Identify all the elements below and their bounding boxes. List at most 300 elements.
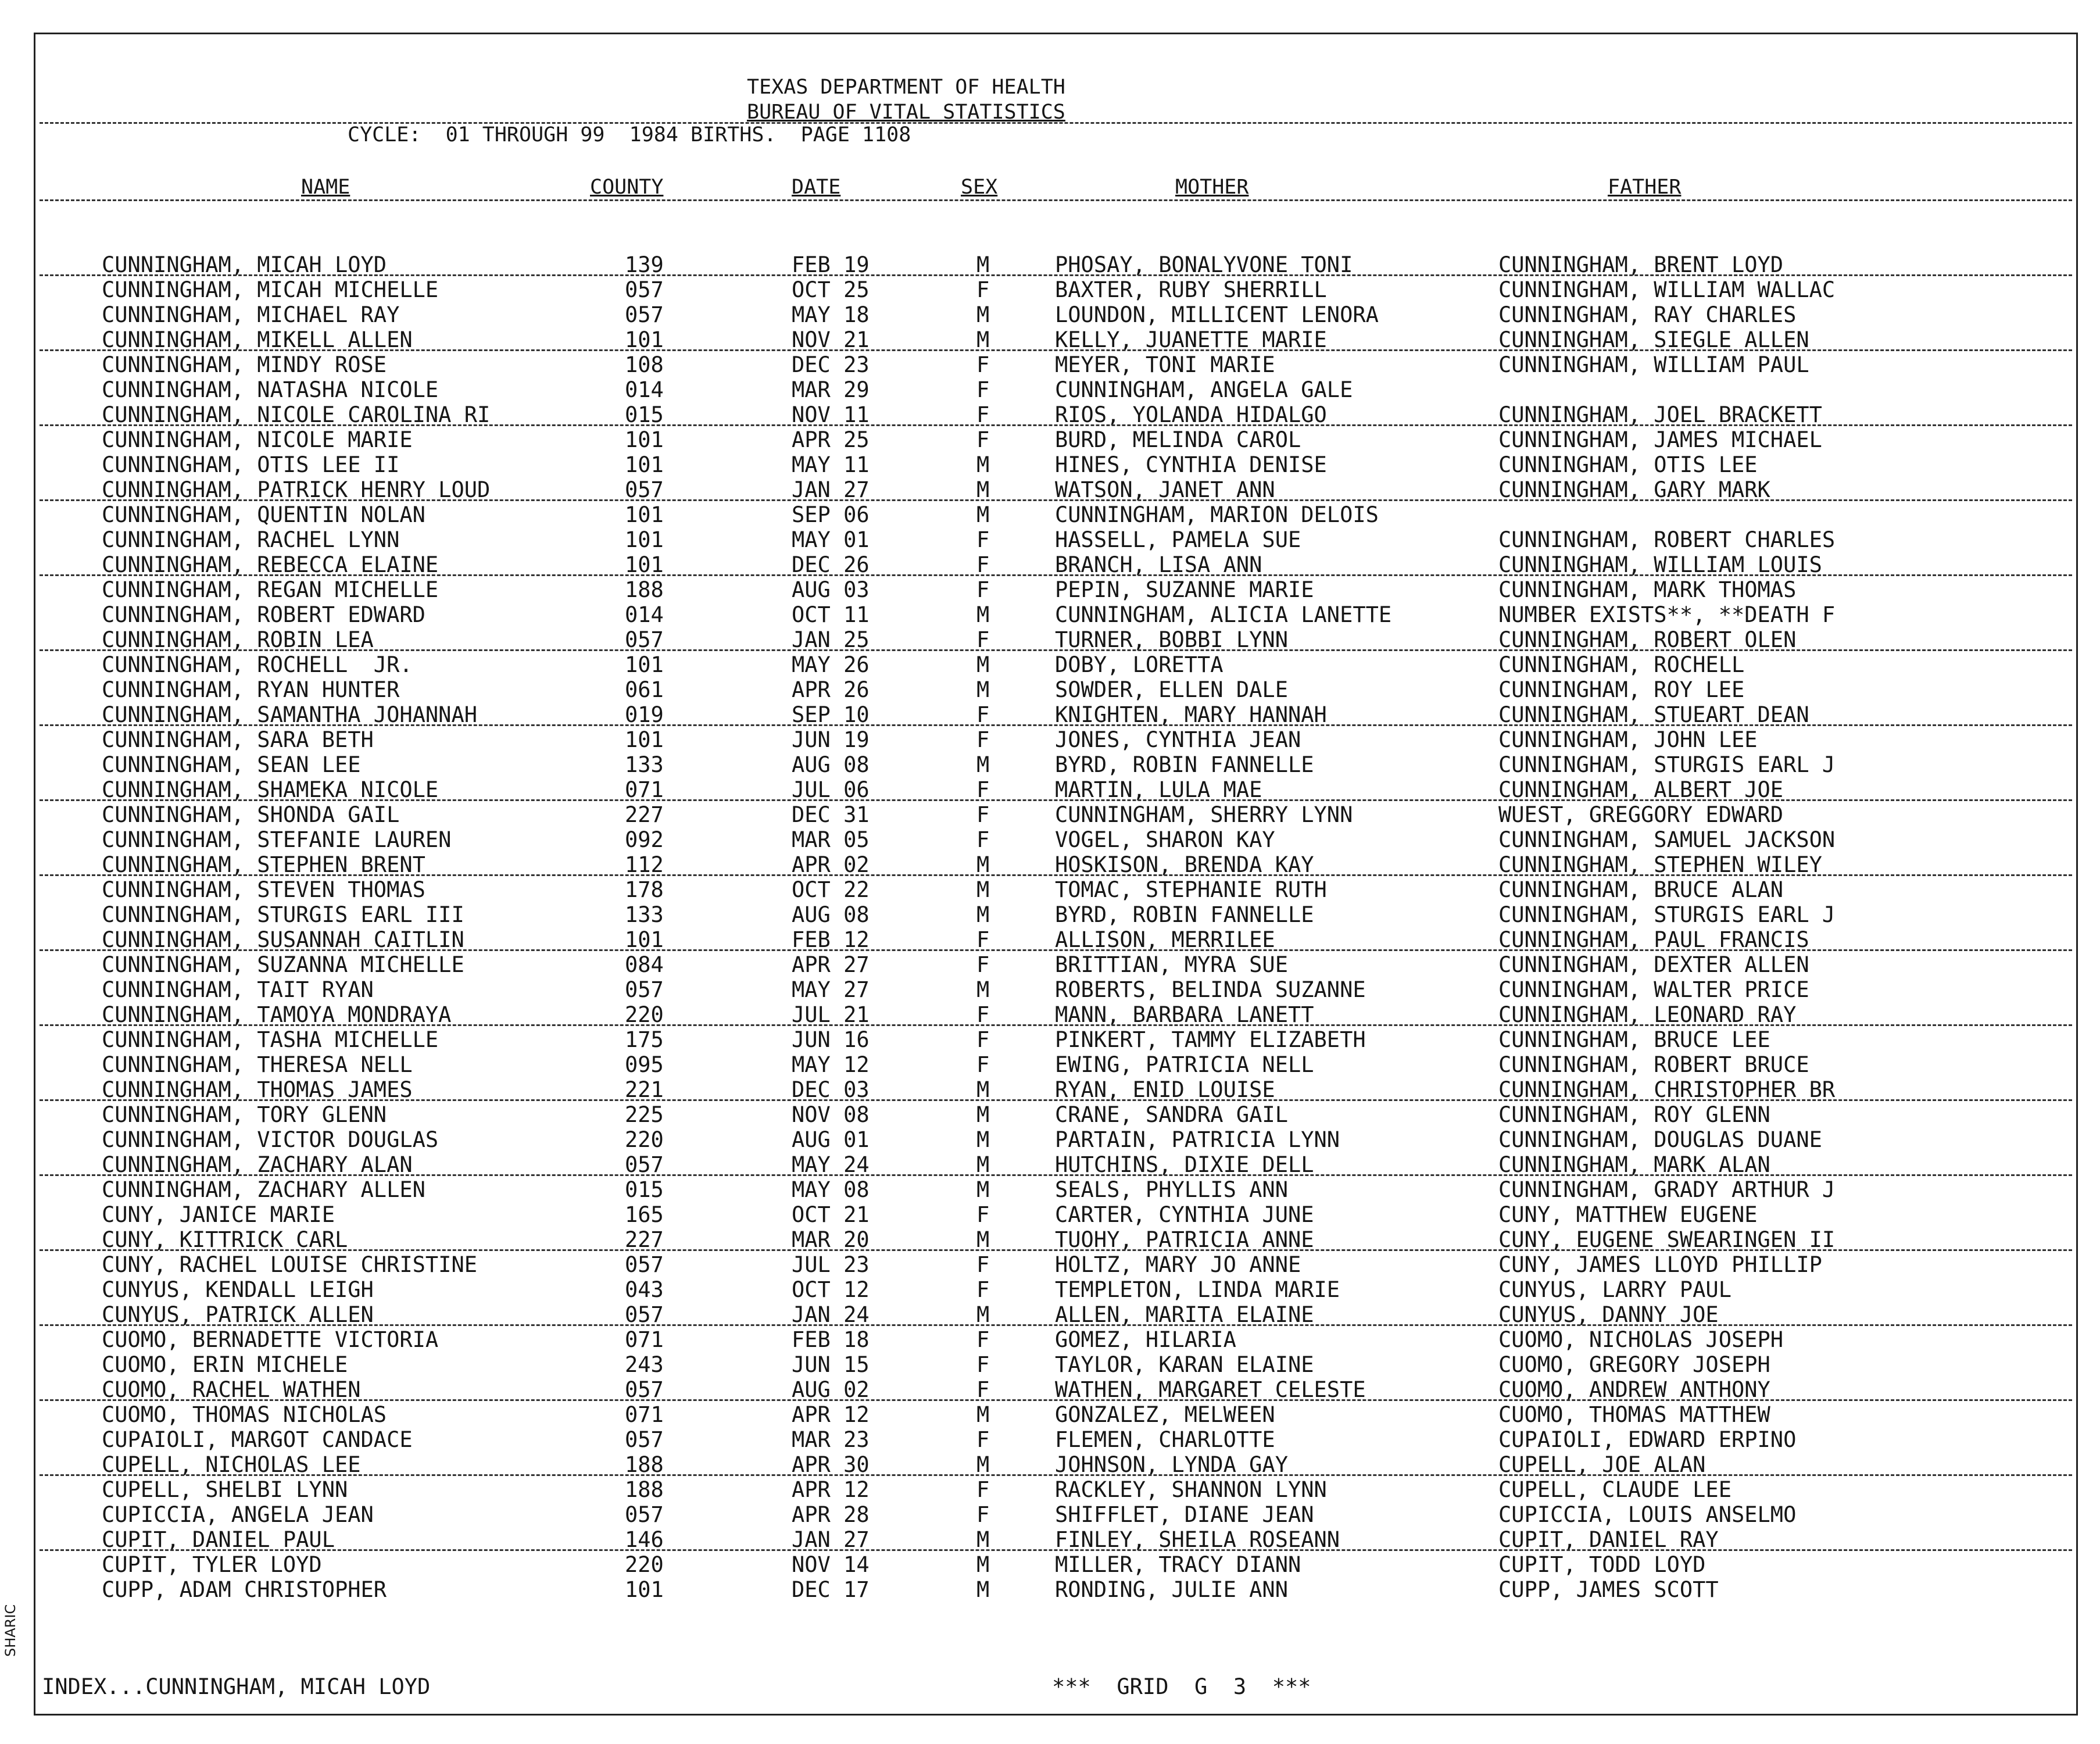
grid-footer: *** GRID G 3 *** <box>1052 1674 1311 1699</box>
table-row <box>0 1152 2100 1177</box>
column-header-father: FATHER <box>1608 176 1682 199</box>
cell-mother: EWING, PATRICIA NELL <box>1055 1052 1314 1077</box>
cell-county: 225 <box>625 1102 664 1127</box>
cell-name: CUNNINGHAM, SHONDA GAIL <box>102 802 400 827</box>
cell-county: 043 <box>625 1277 664 1302</box>
cell-sex: F <box>976 1427 990 1452</box>
table-row <box>0 527 2100 552</box>
cell-sex: M <box>976 677 990 702</box>
cell-mother: CUNNINGHAM, MARION DELOIS <box>1055 502 1379 527</box>
cell-date: MAR 20 <box>792 1227 870 1252</box>
table-row <box>0 402 2100 427</box>
cell-name: CUOMO, BERNADETTE VICTORIA <box>102 1327 439 1352</box>
cell-father: CUNNINGHAM, MARK ALAN <box>1498 1152 1770 1177</box>
cell-mother: RYAN, ENID LOUISE <box>1055 1077 1275 1102</box>
cell-date: JAN 25 <box>792 627 870 652</box>
cell-name: CUNNINGHAM, THERESA NELL <box>102 1052 413 1077</box>
cell-sex: F <box>976 1277 990 1302</box>
cell-sex: M <box>976 502 990 527</box>
cell-county: 057 <box>625 1252 664 1277</box>
index-footer: INDEX...CUNNINGHAM, MICAH LOYD <box>42 1674 431 1699</box>
cell-name: CUNNINGHAM, RYAN HUNTER <box>102 677 400 702</box>
cell-father: CUNNINGHAM, ROY LEE <box>1498 677 1745 702</box>
cell-father: CUNNINGHAM, STURGIS EARL J <box>1498 902 1836 927</box>
cell-county: 112 <box>625 852 664 877</box>
cell-date: SEP 06 <box>792 502 870 527</box>
cell-mother: HINES, CYNTHIA DENISE <box>1055 452 1327 477</box>
side-label: SHARIC <box>2 1604 19 1657</box>
cell-sex: M <box>976 1302 990 1327</box>
cycle-line: CYCLE: 01 THROUGH 99 1984 BIRTHS. PAGE 1108 <box>348 123 911 146</box>
cell-date: MAY 01 <box>792 527 870 552</box>
table-row <box>0 702 2100 727</box>
cell-sex: F <box>976 802 990 827</box>
cell-date: MAR 05 <box>792 827 870 852</box>
table-row <box>0 1352 2100 1377</box>
cell-sex: M <box>976 1452 990 1477</box>
cell-name: CUNNINGHAM, MIKELL ALLEN <box>102 327 413 352</box>
cell-sex: M <box>976 1402 990 1427</box>
cell-county: 015 <box>625 402 664 427</box>
cell-date: MAR 23 <box>792 1427 870 1452</box>
cell-father: CUNNINGHAM, OTIS LEE <box>1498 452 1758 477</box>
cell-mother: MILLER, TRACY DIANN <box>1055 1552 1301 1577</box>
cell-date: APR 28 <box>792 1502 870 1527</box>
cell-name: CUNNINGHAM, NICOLE MARIE <box>102 427 413 452</box>
cell-date: AUG 08 <box>792 902 870 927</box>
cell-father: CUNNINGHAM, WILLIAM LOUIS <box>1498 552 1822 577</box>
cell-mother: JONES, CYNTHIA JEAN <box>1055 727 1301 752</box>
cell-mother: LOUNDON, MILLICENT LENORA <box>1055 302 1379 327</box>
cell-mother: BAXTER, RUBY SHERRILL <box>1055 277 1327 302</box>
cell-county: 133 <box>625 752 664 777</box>
cell-county: 057 <box>625 1427 664 1452</box>
cell-county: 057 <box>625 1152 664 1177</box>
cell-county: 108 <box>625 352 664 377</box>
cell-date: APR 30 <box>792 1452 870 1477</box>
cell-date: APR 26 <box>792 677 870 702</box>
cell-sex: F <box>976 377 990 402</box>
cell-father: CUOMO, THOMAS MATTHEW <box>1498 1402 1770 1427</box>
cell-sex: M <box>976 902 990 927</box>
cell-county: 092 <box>625 827 664 852</box>
table-row <box>0 327 2100 352</box>
cell-date: APR 12 <box>792 1477 870 1502</box>
cell-sex: M <box>976 1527 990 1552</box>
cell-name: CUNYUS, KENDALL LEIGH <box>102 1277 374 1302</box>
cell-father: CUNYUS, LARRY PAUL <box>1498 1277 1731 1302</box>
table-row <box>0 777 2100 802</box>
cell-mother: TAYLOR, KARAN ELAINE <box>1055 1352 1314 1377</box>
cell-mother: HOSKISON, BRENDA KAY <box>1055 852 1314 877</box>
table-row <box>0 927 2100 952</box>
table-row <box>0 1377 2100 1402</box>
cell-county: 057 <box>625 302 664 327</box>
table-row <box>0 902 2100 927</box>
table-row <box>0 1552 2100 1577</box>
cell-father: CUNY, EUGENE SWEARINGEN II <box>1498 1227 1836 1252</box>
cell-father: CUPAIOLI, EDWARD ERPINO <box>1498 1427 1797 1452</box>
cell-father: CUNNINGHAM, SIEGLE ALLEN <box>1498 327 1809 352</box>
cell-name: CUNNINGHAM, REGAN MICHELLE <box>102 577 439 602</box>
cell-name: CUPP, ADAM CHRISTOPHER <box>102 1577 387 1602</box>
cell-county: 139 <box>625 252 664 277</box>
cell-father: CUOMO, NICHOLAS JOSEPH <box>1498 1327 1784 1352</box>
cell-father: CUOMO, ANDREW ANTHONY <box>1498 1377 1770 1402</box>
column-header-rule <box>40 199 2072 201</box>
cell-sex: M <box>976 1152 990 1177</box>
cell-date: NOV 21 <box>792 327 870 352</box>
cell-sex: F <box>976 402 990 427</box>
cell-name: CUNNINGHAM, OTIS LEE II <box>102 452 400 477</box>
cell-date: JAN 27 <box>792 1527 870 1552</box>
cell-name: CUPELL, SHELBI LYNN <box>102 1477 348 1502</box>
cell-sex: F <box>976 427 990 452</box>
cell-mother: JOHNSON, LYNDA GAY <box>1055 1452 1288 1477</box>
cell-date: MAY 26 <box>792 652 870 677</box>
cell-date: MAY 11 <box>792 452 870 477</box>
table-row <box>0 302 2100 327</box>
cell-date: JUL 23 <box>792 1252 870 1277</box>
column-header-date: DATE <box>792 176 841 199</box>
cell-name: CUNNINGHAM, PATRICK HENRY LOUD <box>102 477 491 502</box>
cell-date: OCT 25 <box>792 277 870 302</box>
cell-name: CUNNINGHAM, SUZANNA MICHELLE <box>102 952 464 977</box>
cell-sex: F <box>976 527 990 552</box>
cell-sex: M <box>976 852 990 877</box>
table-row <box>0 1427 2100 1452</box>
cell-father: CUNNINGHAM, JOHN LEE <box>1498 727 1758 752</box>
cell-mother: VOGEL, SHARON KAY <box>1055 827 1275 852</box>
cell-date: AUG 02 <box>792 1377 870 1402</box>
cell-sex: F <box>976 777 990 802</box>
cell-father: CUNNINGHAM, WILLIAM WALLAC <box>1498 277 1836 302</box>
cell-sex: F <box>976 1352 990 1377</box>
report-title: TEXAS DEPARTMENT OF HEALTH <box>747 76 1065 99</box>
cell-date: FEB 18 <box>792 1327 870 1352</box>
cell-mother: SHIFFLET, DIANE JEAN <box>1055 1502 1314 1527</box>
cell-mother: GOMEZ, HILARIA <box>1055 1327 1236 1352</box>
cell-name: CUNNINGHAM, ZACHARY ALLEN <box>102 1177 425 1202</box>
cell-sex: F <box>976 827 990 852</box>
table-row <box>0 952 2100 977</box>
cell-sex: F <box>976 627 990 652</box>
cell-father: CUNNINGHAM, ROBERT CHARLES <box>1498 527 1836 552</box>
cell-date: JUL 06 <box>792 777 870 802</box>
cell-sex: F <box>976 927 990 952</box>
cell-sex: F <box>976 952 990 977</box>
cell-county: 071 <box>625 1327 664 1352</box>
cell-mother: CARTER, CYNTHIA JUNE <box>1055 1202 1314 1227</box>
cell-county: 101 <box>625 552 664 577</box>
cell-date: DEC 23 <box>792 352 870 377</box>
cell-sex: F <box>976 1252 990 1277</box>
cell-mother: FLEMEN, CHARLOTTE <box>1055 1427 1275 1452</box>
cell-sex: M <box>976 1077 990 1102</box>
cell-name: CUNNINGHAM, TAMOYA MONDRAYA <box>102 1002 452 1027</box>
table-row <box>0 1527 2100 1552</box>
cell-county: 175 <box>625 1027 664 1052</box>
cell-name: CUNNINGHAM, SEAN LEE <box>102 752 361 777</box>
cell-name: CUPIT, DANIEL PAUL <box>102 1527 335 1552</box>
cell-mother: SEALS, PHYLLIS ANN <box>1055 1177 1288 1202</box>
cell-date: JUN 19 <box>792 727 870 752</box>
cell-date: JAN 27 <box>792 477 870 502</box>
cell-county: 101 <box>625 927 664 952</box>
cell-sex: M <box>976 327 990 352</box>
table-row <box>0 1102 2100 1127</box>
cell-sex: F <box>976 1502 990 1527</box>
cell-county: 057 <box>625 977 664 1002</box>
cell-name: CUNNINGHAM, THOMAS JAMES <box>102 1077 413 1102</box>
cell-date: JUL 21 <box>792 1002 870 1027</box>
cell-father: CUNNINGHAM, STEPHEN WILEY <box>1498 852 1822 877</box>
cell-name: CUNNINGHAM, ROBERT EDWARD <box>102 602 425 627</box>
cell-mother: PINKERT, TAMMY ELIZABETH <box>1055 1027 1366 1052</box>
table-row <box>0 1402 2100 1427</box>
cell-name: CUNNINGHAM, SARA BETH <box>102 727 374 752</box>
cell-name: CUNY, JANICE MARIE <box>102 1202 335 1227</box>
cell-county: 188 <box>625 577 664 602</box>
cell-mother: RONDING, JULIE ANN <box>1055 1577 1288 1602</box>
cell-sex: F <box>976 1327 990 1352</box>
cell-county: 015 <box>625 1177 664 1202</box>
column-header-mother: MOTHER <box>1175 176 1249 199</box>
cell-sex: M <box>976 302 990 327</box>
cell-sex: F <box>976 277 990 302</box>
cell-sex: F <box>976 1027 990 1052</box>
cell-sex: M <box>976 877 990 902</box>
cell-date: DEC 03 <box>792 1077 870 1102</box>
table-row <box>0 977 2100 1002</box>
cell-name: CUNY, KITTRICK CARL <box>102 1227 348 1252</box>
table-row <box>0 1202 2100 1227</box>
cell-date: MAR 29 <box>792 377 870 402</box>
cell-mother: TEMPLETON, LINDA MARIE <box>1055 1277 1340 1302</box>
cell-name: CUNNINGHAM, STEFANIE LAUREN <box>102 827 452 852</box>
cell-name: CUNNINGHAM, STURGIS EARL III <box>102 902 464 927</box>
cell-name: CUNNINGHAM, SAMANTHA JOHANNAH <box>102 702 478 727</box>
cell-father: CUOMO, GREGORY JOSEPH <box>1498 1352 1770 1377</box>
cell-mother: ALLEN, MARITA ELAINE <box>1055 1302 1314 1327</box>
cell-county: 057 <box>625 1377 664 1402</box>
cell-date: NOV 08 <box>792 1102 870 1127</box>
cell-father: CUPIT, DANIEL RAY <box>1498 1527 1719 1552</box>
cell-county: 146 <box>625 1527 664 1552</box>
cell-date: APR 25 <box>792 427 870 452</box>
cell-county: 227 <box>625 1227 664 1252</box>
cell-county: 095 <box>625 1052 664 1077</box>
cell-sex: F <box>976 1052 990 1077</box>
cell-name: CUPAIOLI, MARGOT CANDACE <box>102 1427 413 1452</box>
cell-name: CUNNINGHAM, REBECCA ELAINE <box>102 552 439 577</box>
cell-date: APR 27 <box>792 952 870 977</box>
table-row <box>0 1002 2100 1027</box>
cell-father: CUNNINGHAM, STURGIS EARL J <box>1498 752 1836 777</box>
cell-father: CUNYUS, DANNY JOE <box>1498 1302 1719 1327</box>
cell-county: 071 <box>625 777 664 802</box>
table-row <box>0 1077 2100 1102</box>
cell-name: CUNNINGHAM, ROCHELL JR. <box>102 652 413 677</box>
cell-mother: ALLISON, MERRILEE <box>1055 927 1275 952</box>
column-header-sex: SEX <box>961 176 998 199</box>
cell-father: NUMBER EXISTS**, **DEATH F <box>1498 602 1836 627</box>
cell-sex: M <box>976 652 990 677</box>
cell-name: CUNNINGHAM, MICAH LOYD <box>102 252 387 277</box>
table-row <box>0 1227 2100 1252</box>
cell-name: CUNNINGHAM, RACHEL LYNN <box>102 527 400 552</box>
cell-father: CUNNINGHAM, WALTER PRICE <box>1498 977 1809 1002</box>
cell-name: CUNNINGHAM, MINDY ROSE <box>102 352 387 377</box>
cell-mother: SOWDER, ELLEN DALE <box>1055 677 1288 702</box>
cell-mother: PEPIN, SUZANNE MARIE <box>1055 577 1314 602</box>
table-row <box>0 1052 2100 1077</box>
cell-name: CUNNINGHAM, TASHA MICHELLE <box>102 1027 439 1052</box>
cell-sex: F <box>976 352 990 377</box>
table-row <box>0 1177 2100 1202</box>
cell-father: CUNNINGHAM, PAUL FRANCIS <box>1498 927 1809 952</box>
column-header-name: NAME <box>301 176 350 199</box>
cell-date: AUG 01 <box>792 1127 870 1152</box>
cell-mother: PARTAIN, PATRICIA LYNN <box>1055 1127 1340 1152</box>
cell-county: 188 <box>625 1452 664 1477</box>
cell-father: CUNNINGHAM, WILLIAM PAUL <box>1498 352 1809 377</box>
table-row <box>0 1302 2100 1327</box>
table-row <box>0 352 2100 377</box>
cell-county: 178 <box>625 877 664 902</box>
table-row <box>0 477 2100 502</box>
cell-sex: M <box>976 252 990 277</box>
cell-county: 057 <box>625 627 664 652</box>
cell-date: MAY 18 <box>792 302 870 327</box>
cell-mother: HUTCHINS, DIXIE DELL <box>1055 1152 1314 1177</box>
cell-father: CUNNINGHAM, ROBERT OLEN <box>1498 627 1797 652</box>
cell-county: 227 <box>625 802 664 827</box>
cell-sex: M <box>976 977 990 1002</box>
cell-name: CUNNINGHAM, TORY GLENN <box>102 1102 387 1127</box>
cell-father: CUNNINGHAM, ROCHELL <box>1498 652 1745 677</box>
cell-date: JUN 15 <box>792 1352 870 1377</box>
cell-father: CUNNINGHAM, GARY MARK <box>1498 477 1770 502</box>
cell-county: 057 <box>625 477 664 502</box>
cell-mother: HOLTZ, MARY JO ANNE <box>1055 1252 1301 1277</box>
cell-father: CUNNINGHAM, CHRISTOPHER BR <box>1498 1077 1836 1102</box>
table-row <box>0 652 2100 677</box>
table-row <box>0 1502 2100 1527</box>
cell-county: 220 <box>625 1002 664 1027</box>
cell-mother: TUOHY, PATRICIA ANNE <box>1055 1227 1314 1252</box>
cell-date: OCT 21 <box>792 1202 870 1227</box>
cell-date: MAY 27 <box>792 977 870 1002</box>
table-row <box>0 602 2100 627</box>
cell-name: CUNY, RACHEL LOUISE CHRISTINE <box>102 1252 478 1277</box>
cell-date: JAN 24 <box>792 1302 870 1327</box>
cell-sex: M <box>976 1177 990 1202</box>
column-header-county: COUNTY <box>590 176 664 199</box>
cell-father: CUNNINGHAM, RAY CHARLES <box>1498 302 1797 327</box>
table-row <box>0 552 2100 577</box>
cell-county: 057 <box>625 1302 664 1327</box>
cell-county: 220 <box>625 1127 664 1152</box>
cell-date: NOV 11 <box>792 402 870 427</box>
cell-mother: RIOS, YOLANDA HIDALGO <box>1055 402 1327 427</box>
cell-date: OCT 11 <box>792 602 870 627</box>
cell-name: CUOMO, THOMAS NICHOLAS <box>102 1402 387 1427</box>
cell-name: CUNYUS, PATRICK ALLEN <box>102 1302 374 1327</box>
table-row <box>0 577 2100 602</box>
header-rule <box>40 122 2072 124</box>
cell-sex: F <box>976 1477 990 1502</box>
cell-mother: CUNNINGHAM, SHERRY LYNN <box>1055 802 1353 827</box>
cell-father: CUNNINGHAM, DOUGLAS DUANE <box>1498 1127 1822 1152</box>
cell-father: CUNNINGHAM, BRENT LOYD <box>1498 252 1784 277</box>
cell-mother: HASSELL, PAMELA SUE <box>1055 527 1301 552</box>
cell-date: FEB 19 <box>792 252 870 277</box>
cell-name: CUNNINGHAM, SUSANNAH CAITLIN <box>102 927 464 952</box>
cell-name: CUNNINGHAM, ZACHARY ALAN <box>102 1152 413 1177</box>
cell-county: 133 <box>625 902 664 927</box>
cell-sex: M <box>976 752 990 777</box>
cell-county: 101 <box>625 427 664 452</box>
cell-sex: F <box>976 1002 990 1027</box>
cell-father: CUNY, MATTHEW EUGENE <box>1498 1202 1758 1227</box>
cell-father: CUNNINGHAM, MARK THOMAS <box>1498 577 1797 602</box>
cell-county: 084 <box>625 952 664 977</box>
cell-county: 014 <box>625 602 664 627</box>
cell-father: CUNNINGHAM, BRUCE ALAN <box>1498 877 1784 902</box>
cell-name: CUPIT, TYLER LOYD <box>102 1552 322 1577</box>
cell-sex: F <box>976 577 990 602</box>
cell-name: CUNNINGHAM, STEVEN THOMAS <box>102 877 425 902</box>
table-row <box>0 1327 2100 1352</box>
cell-county: 101 <box>625 452 664 477</box>
table-row <box>0 427 2100 452</box>
table-row <box>0 277 2100 302</box>
cell-county: 220 <box>625 1552 664 1577</box>
cell-mother: TOMAC, STEPHANIE RUTH <box>1055 877 1327 902</box>
cell-father: CUPELL, JOE ALAN <box>1498 1452 1706 1477</box>
cell-sex: M <box>976 1127 990 1152</box>
cell-sex: F <box>976 702 990 727</box>
cell-mother: MANN, BARBARA LANETT <box>1055 1002 1314 1027</box>
cell-name: CUNNINGHAM, SHAMEKA NICOLE <box>102 777 439 802</box>
cell-date: SEP 10 <box>792 702 870 727</box>
table-row <box>0 827 2100 852</box>
cell-mother: BRITTIAN, MYRA SUE <box>1055 952 1288 977</box>
cell-date: MAY 08 <box>792 1177 870 1202</box>
cell-father: CUNNINGHAM, ROBERT BRUCE <box>1498 1052 1809 1077</box>
cell-father: CUNNINGHAM, STUEART DEAN <box>1498 702 1809 727</box>
cell-mother: RACKLEY, SHANNON LYNN <box>1055 1477 1327 1502</box>
cell-date: APR 12 <box>792 1402 870 1427</box>
cell-county: 101 <box>625 727 664 752</box>
cell-mother: BYRD, ROBIN FANNELLE <box>1055 752 1314 777</box>
table-row <box>0 1577 2100 1602</box>
cell-county: 101 <box>625 502 664 527</box>
cell-sex: M <box>976 477 990 502</box>
cell-name: CUNNINGHAM, MICHAEL RAY <box>102 302 400 327</box>
cell-mother: CUNNINGHAM, ANGELA GALE <box>1055 377 1353 402</box>
cell-mother: TURNER, BOBBI LYNN <box>1055 627 1288 652</box>
cell-sex: M <box>976 1227 990 1252</box>
cell-father: WUEST, GREGGORY EDWARD <box>1498 802 1784 827</box>
cell-mother: KNIGHTEN, MARY HANNAH <box>1055 702 1327 727</box>
cell-mother: CUNNINGHAM, ALICIA LANETTE <box>1055 602 1392 627</box>
table-row <box>0 1277 2100 1302</box>
cell-date: OCT 22 <box>792 877 870 902</box>
cell-mother: FINLEY, SHEILA ROSEANN <box>1055 1527 1340 1552</box>
cell-sex: M <box>976 1577 990 1602</box>
